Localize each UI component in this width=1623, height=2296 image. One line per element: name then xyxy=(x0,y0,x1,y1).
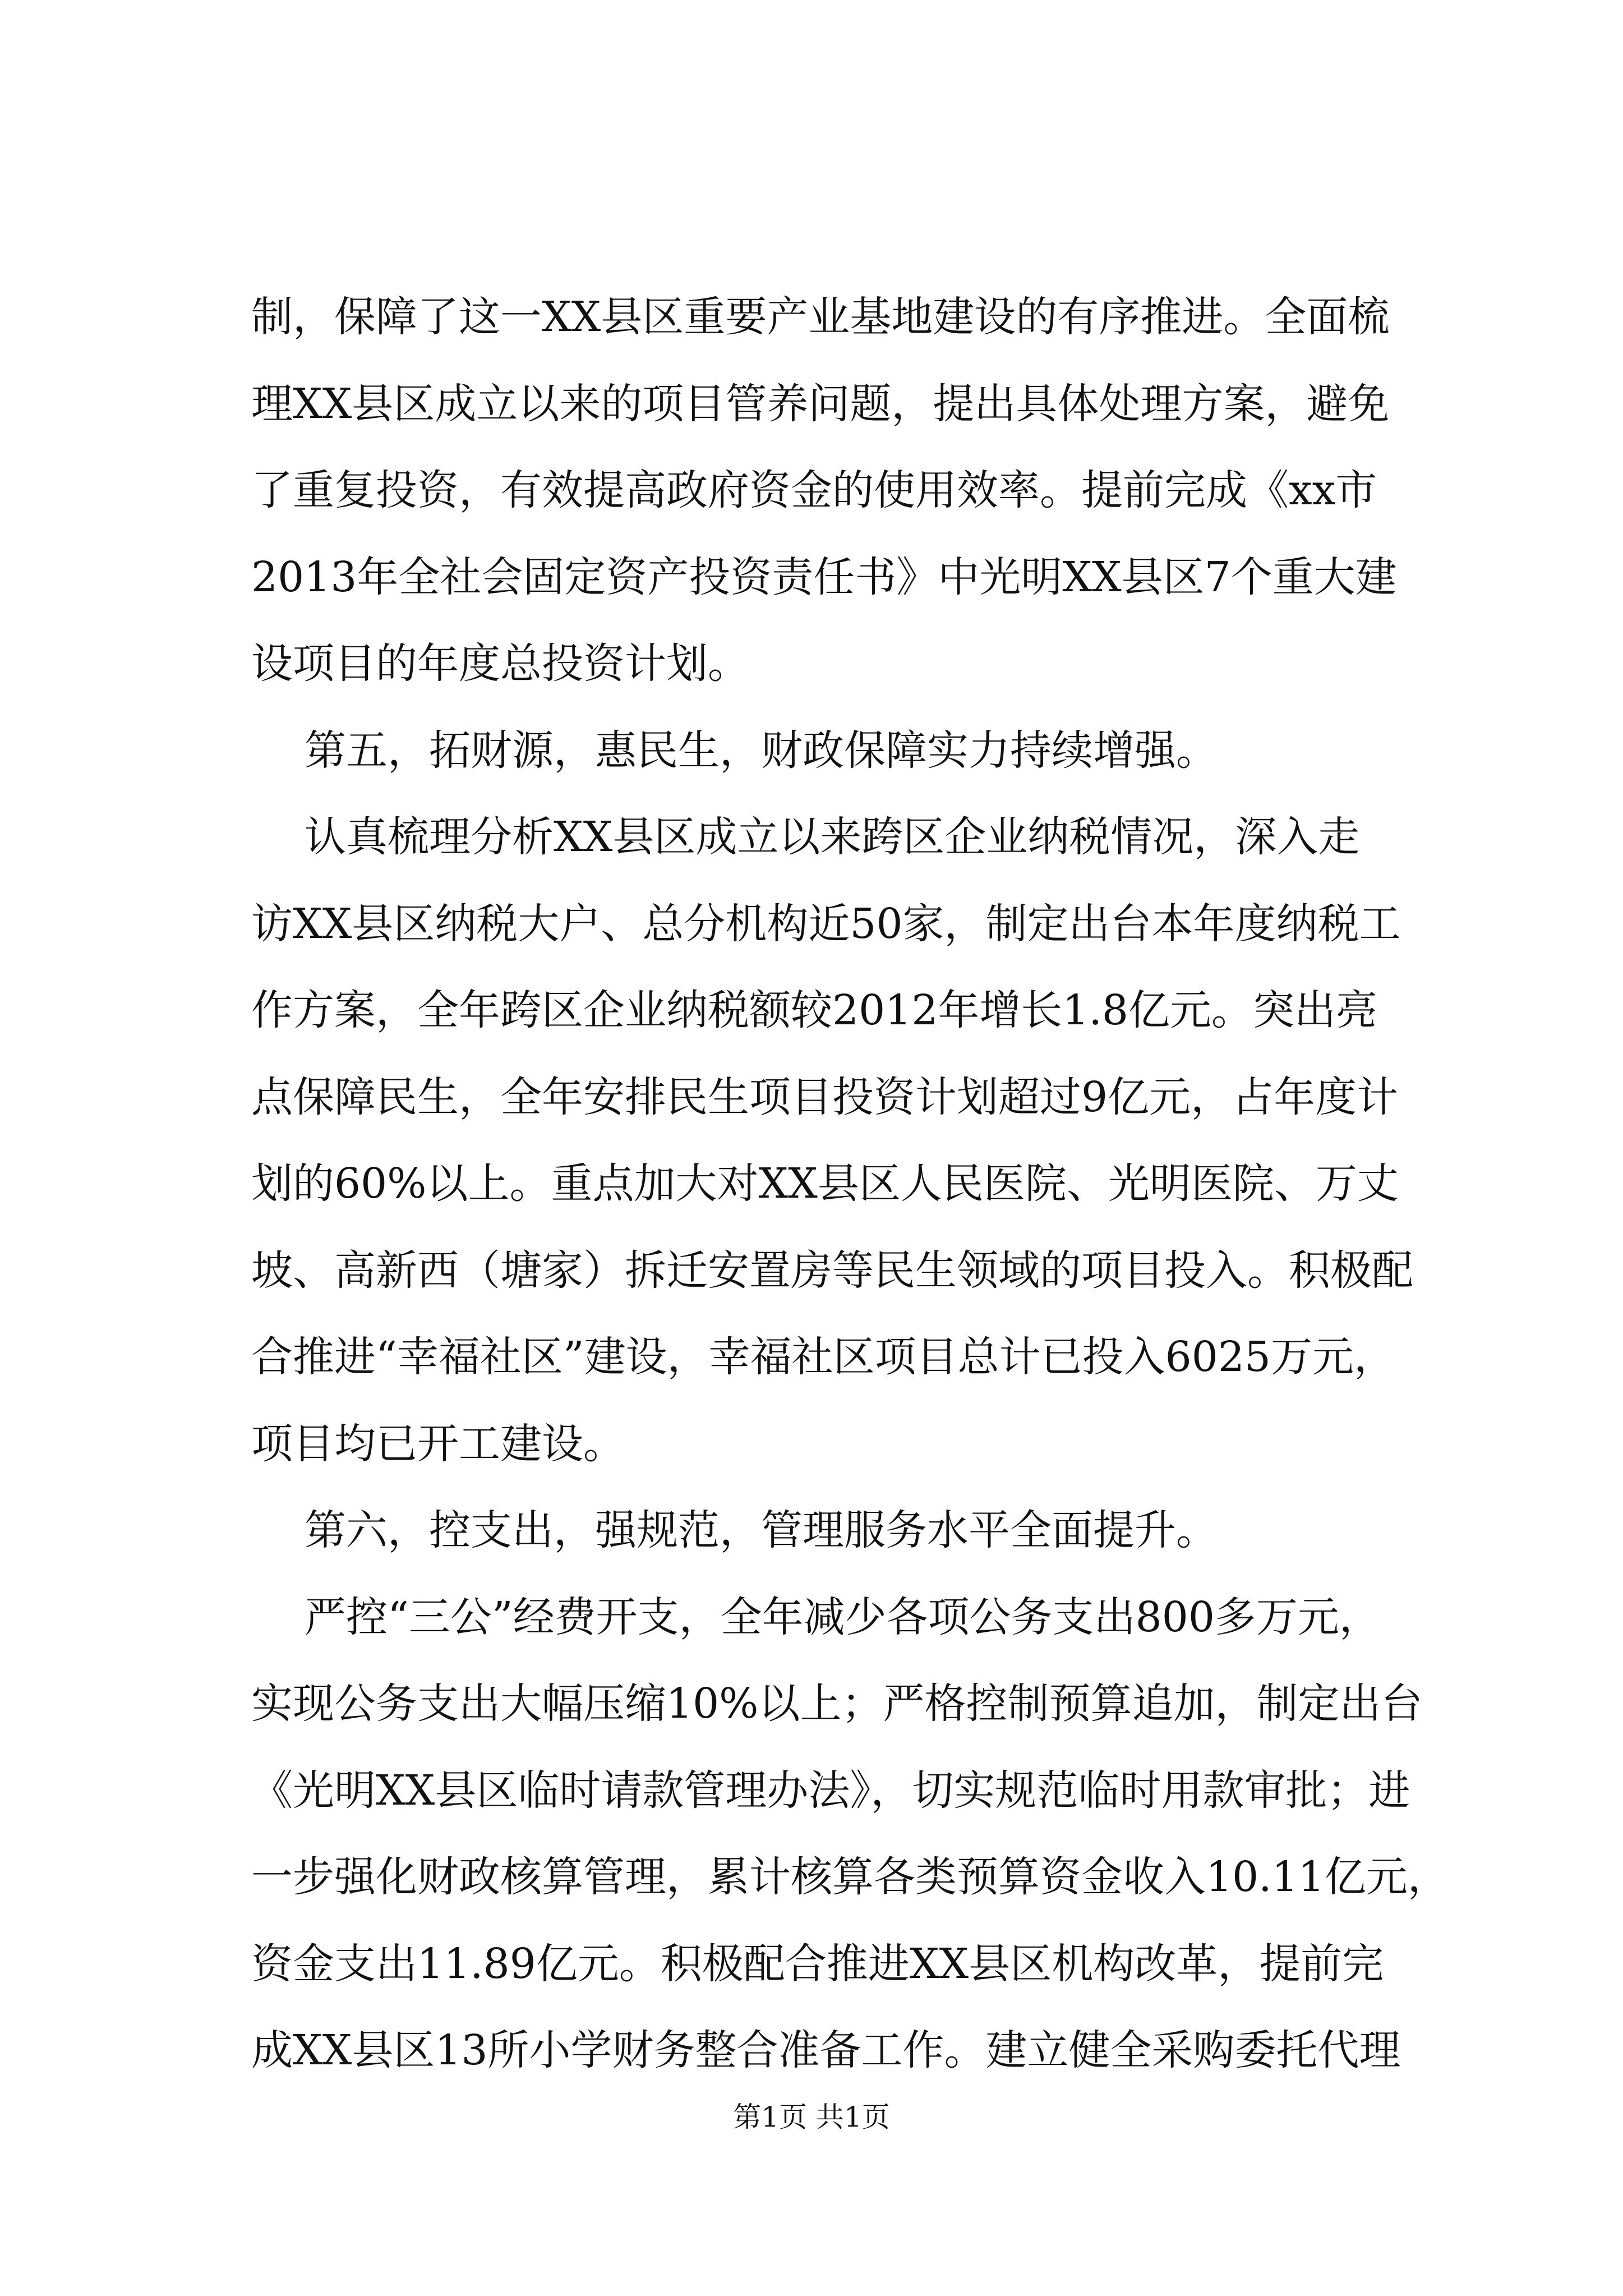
body-line: 作方案，全年跨区企业纳税额较2012年增长1.8亿元。突出亮 xyxy=(251,986,1378,1034)
body-line: 合推进“幸福社区”建设，幸福社区项目总计已投入6025万元， xyxy=(251,1333,1395,1381)
body-line: 了重复投资，有效提高政府资金的使用效率。提前完成《xx市 xyxy=(251,466,1377,514)
body-line: 划的60%以上。重点加大对XX县区人民医院、光明医院、万丈 xyxy=(251,1159,1399,1208)
body-line: 制，保障了这一XX县区重要产业基地建设的有序推进。全面梳 xyxy=(251,293,1390,341)
section-heading: 第六，控支出，强规范，管理服务水平全面提升。 xyxy=(305,1506,1218,1554)
body-line: 项目均已开工建设。 xyxy=(251,1420,625,1468)
body-line: 访XX县区纳税大户、总分机构近50家，制定出台本年度纳税工 xyxy=(251,900,1401,948)
body-line: 严控“三公”经费开支，全年减少各项公务支出800多万元， xyxy=(305,1593,1381,1641)
page-footer: 第1页 共1页 xyxy=(733,2101,890,2133)
body-line: 坡、高新西（塘家）拆迁安置房等民生领域的项目投入。积极配 xyxy=(251,1246,1413,1295)
body-line: 认真梳理分析XX县区成立以来跨区企业纳税情况，深入走 xyxy=(305,813,1360,861)
body-line: 《光明XX县区临时请款管理办法》，切实规范临时用款审批；进 xyxy=(251,1766,1410,1815)
body-line: 实现公务支出大幅压缩10%以上；严格控制预算追加，制定出台 xyxy=(251,1680,1423,1728)
body-line: 一步强化财政核算管理，累计核算各类预算资金收入10.11亿元， xyxy=(251,1853,1449,1901)
section-heading: 第五，拓财源，惠民生，财政保障实力持续增强。 xyxy=(305,726,1218,775)
body-line: 资金支出11.89亿元。积极配合推进XX县区机构改革，提前完 xyxy=(251,1940,1384,1988)
body-line: 理XX县区成立以来的项目管养问题，提出具体处理方案，避免 xyxy=(251,380,1390,428)
body-line: 成XX县区13所小学财务整合准备工作。建立健全采购委托代理 xyxy=(251,2026,1401,2074)
body-line: 设项目的年度总投资计划。 xyxy=(251,639,749,688)
body-line: 2013年全社会固定资产投资责任书》中光明XX县区7个重大建 xyxy=(251,553,1397,601)
body-line: 点保障民生，全年安排民生项目投资计划超过9亿元，占年度计 xyxy=(251,1073,1399,1121)
